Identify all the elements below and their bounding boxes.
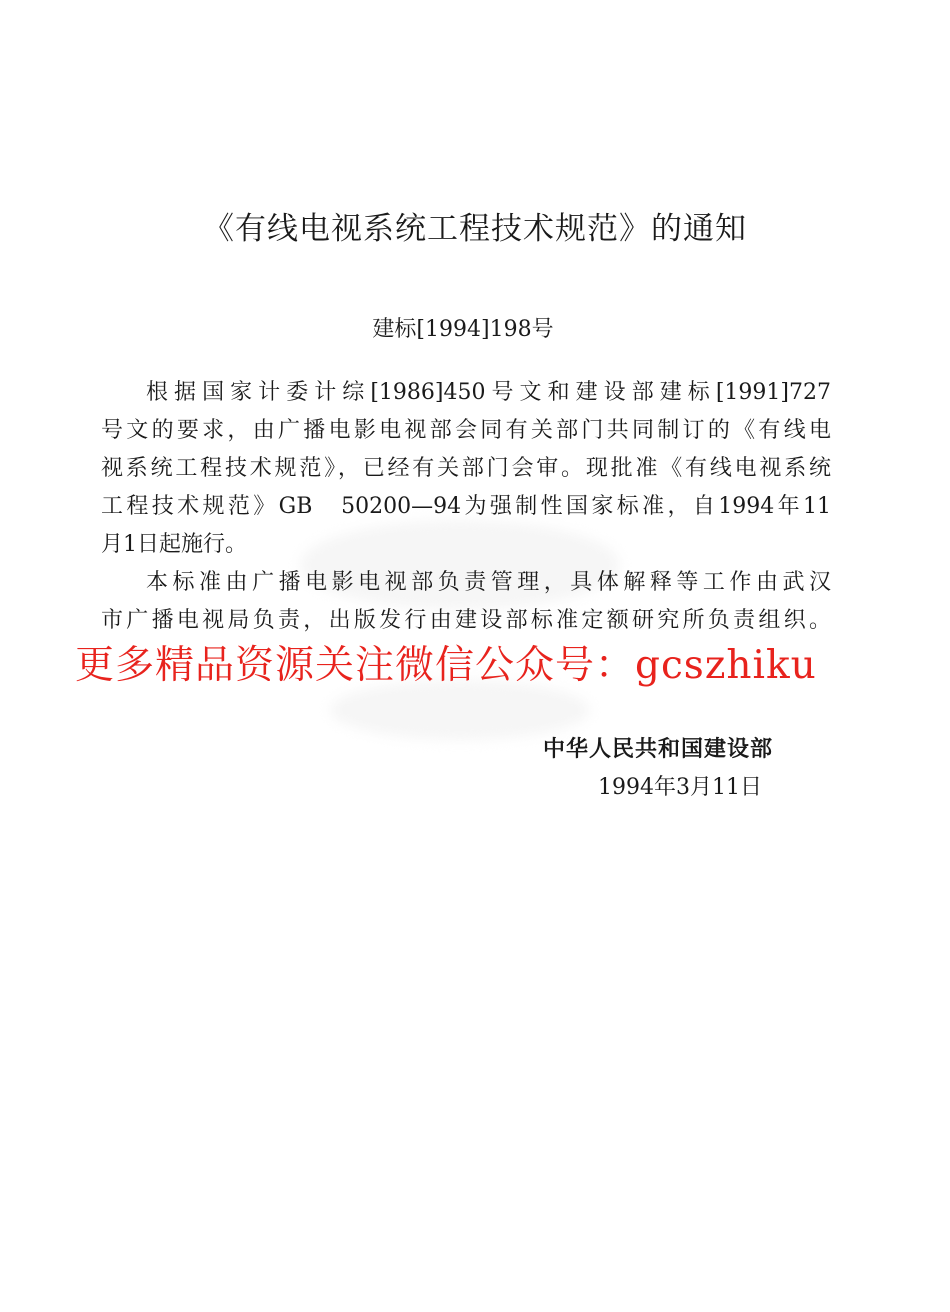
document-body: [101, 374, 831, 640]
watermark-banner: 更多精品资源关注微信公众号：gcszhiku: [75, 643, 817, 688]
paragraph-1-line-2: 号文的要求，由广播电影电视部会同有关部门共同制订的《有线电: [101, 418, 831, 443]
document-title: 《有线电视系统工程技术规范》的通知: [203, 211, 747, 247]
issue-date: 1994年3月11日: [598, 775, 762, 800]
paragraph-1-line-5: 月1日起施行。: [101, 532, 247, 557]
issuer-signature: 中华人民共和国建设部: [543, 737, 774, 762]
paragraph-1-line-4: 工程技术规范》GB 50200—94为强制性国家标准，自1994年11: [101, 494, 831, 519]
paragraph-2-line-2: 市广播电视局负责，出版发行由建设部标准定额研究所负责组织。: [101, 608, 831, 633]
paragraph-1-line-1: 根据国家计委计综[1986]450号文和建设部建标[1991]727: [146, 380, 831, 405]
paragraph-1-line-3: 视系统工程技术规范》，已经有关部门会审。现批准《有线电视系统: [101, 456, 831, 481]
document-number: 建标[1994]198号: [372, 317, 554, 342]
paragraph-2-line-1: 本标准由广播电影电视部负责管理，具体解释等工作由武汉: [146, 570, 831, 595]
